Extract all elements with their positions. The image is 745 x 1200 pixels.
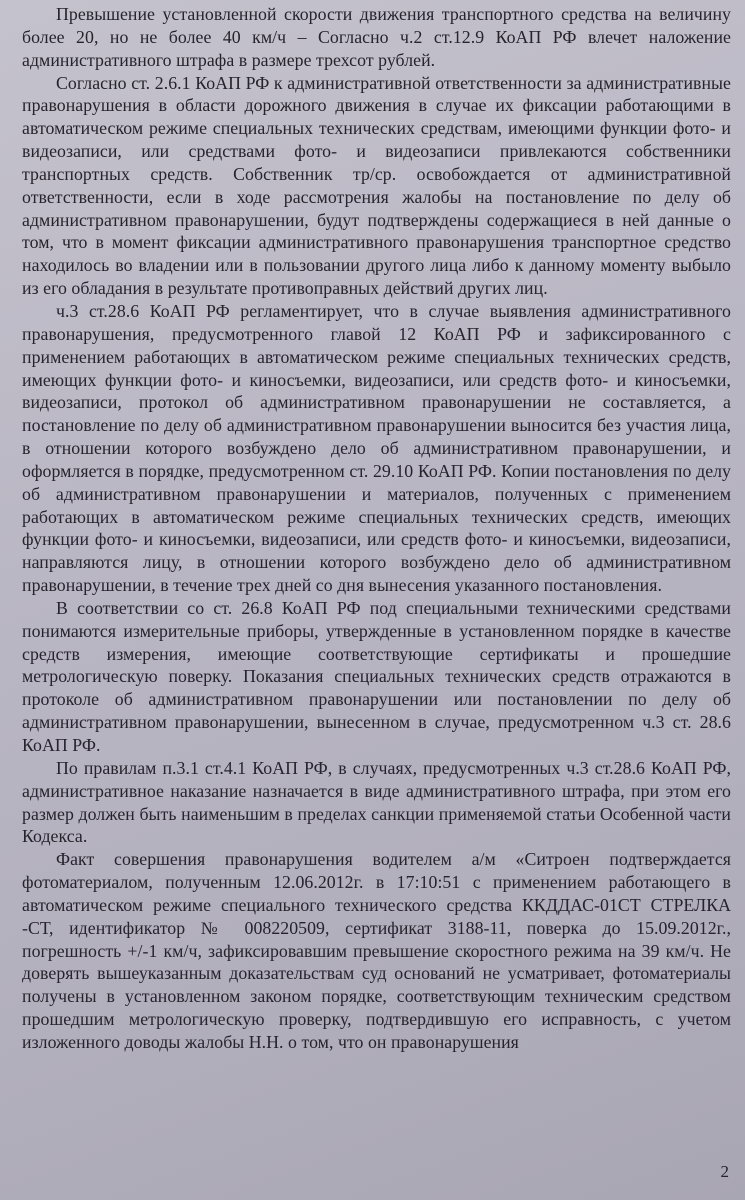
paragraph-article-26-8: В соответствии со ст. 26.8 КоАП РФ под специальными техническими средствами понимаются измерительные приборы, утвержденные в установленном порядке в качестве средств измерения, имеющие соответствующие сертификаты и прошедшие метрологическую поверку. Показания специальных технических средств отражаются в протоколе об административном правонарушении или постановлении по делу об административном правонарушении, вынесенном в случае, предусмотренном ч.3 ст. 28.6 КоАП РФ. (22, 597, 731, 755)
page-number: 2 (720, 1162, 729, 1181)
paragraph-violation-fact: Факт совершения правонарушения водителем а/м «Ситроен подтверждается фотоматериалом, полученным 12.06.2012г. в 17:10:51 с применением работающего в автоматическом режиме специального технического средства ККДДАС-01СТ СТРЕЛКА -СТ, идентификатор № 008220509, сертификат 3188-11, поверка до 15.09.2012г., погрешность +/-1 км/ч, зафиксировавшим превышение скоростного режима на 39 км/ч. Не доверять вышеуказанным доказательствам суд оснований не усматривает, фотоматериалы получены в установленном законом порядке, соответствующим техническим средством прошедшим метрологическую проверку, подтвердившую его исправность, с учетом изложенного доводы жалобы Н.Н. о том, что он правонарушения (22, 849, 731, 1052)
paragraph-owner-liability: Согласно ст. 2.6.1 КоАП РФ к административной ответственности за административные правонарушения в области дорожного движения в случае их фиксации работающими в автоматическом режиме специальных технических средствам, имеющими функции фото- и видеозаписи, или средствами фото- и видеозаписи привлекаются собственники транспортных средств. Собственник тр/ср. освобождается от административной ответственности, если в ходе рассмотрения жалобы на постановление по делу об административном правонарушении, будут подтверждены содержащиеся в ней данные о том, что в момент фиксации административного правонарушения транспортное средство находилось во владении или в пользовании другого лица либо к данному моменту выбыло из его обладания в результате противоправных действий других лиц. (22, 72, 731, 299)
paragraph-speeding-penalty: Превышение установленной скорости движения транспортного средства на величину более 20, но не более 40 км/ч – Согласно ч.2 ст.12.9 КоАП РФ влечет наложение административного штрафа в размере трехсот рублей. (22, 4, 731, 70)
paragraph-article-4-1: По правилам п.3.1 ст.4.1 КоАП РФ, в случаях, предусмотренных ч.3 ст.28.6 КоАП РФ, административное наказание назначается в виде административного штрафа, при этом его размер должен быть наименьшим в пределах санкции применяемой статьи Особенной части Кодекса. (22, 757, 731, 847)
paragraph-article-28-6: ч.3 ст.28.6 КоАП РФ регламентирует, что в случае выявления административного правонарушения, предусмотренного главой 12 КоАП РФ и зафиксированного с применением работающих в автоматическом режиме специальных технических средств, имеющих функции фото- и киносъемки, видеозаписи, или средств фото- и киносъемки, видеозаписи, протокол об административном правонарушении не составляется, а постановление по делу об административном правонарушении выносится без участия лица, в отношении которого возбуждено дело об административном правонарушении, и оформляется в порядке, предусмотренном ст. 29.10 КоАП РФ. Копии постановления по делу об административном правонарушении и материалов, полученных с применением работающих в автоматическом режиме специальных технических средств, имеющих функции фото- и киносъемки, видеозаписи, или средств фото- и киносъемки, видеозаписи, направляются лицу, в отношении которого возбуждено дело об административном правонарушении, в течение трех дней со дня вынесения указанного постановления. (22, 300, 731, 596)
